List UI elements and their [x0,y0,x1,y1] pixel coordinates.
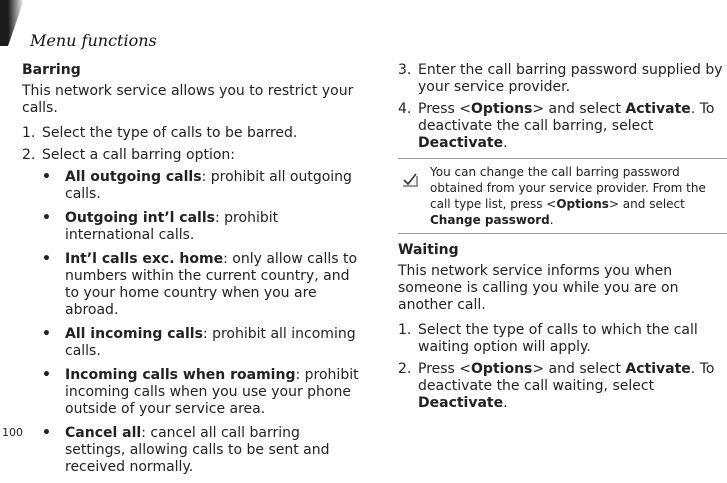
list-item [42,251,362,319]
step-text: Enter the call barring password supplied by your service provider. [418,62,723,95]
option-desc: : prohibit all incoming calls. [65,326,356,359]
barring-intro: This network service allows you to restrict your calls. [22,83,354,116]
option-desc: : only allow calls to numbers within the current country, and to your home country when you are abroad. [65,251,358,318]
step-text [418,101,727,152]
option-term: All incoming calls [65,326,203,342]
bullet-icon: • [42,425,51,441]
waiting-step-2 [398,361,727,412]
text-fragment: . [503,135,508,151]
text-fragment: Press < [418,101,472,117]
step-text [418,361,727,412]
text-fragment: Press < [418,361,472,377]
barring-step-2 [22,147,362,164]
bullet-icon: • [42,367,51,383]
option-term: All outgoing calls [65,169,202,185]
right-column [398,62,727,417]
text-fragment: . [503,395,508,411]
page-number: 100 [2,426,23,439]
list-item [42,169,362,203]
bullet-icon: • [42,210,51,226]
text-fragment: > and select [608,197,685,211]
note-box [398,158,727,234]
text-fragment: . To deactivate the call waiting, select [418,361,715,394]
text-fragment: > and select [532,361,626,377]
list-item [42,210,362,244]
options-key: Options [471,361,533,377]
option-term: Incoming calls when roaming [65,367,296,383]
option-desc: : prohibit international calls. [65,210,279,243]
activate-label: Activate [625,101,691,117]
bullet-icon: • [42,169,51,185]
list-item [42,326,362,360]
option-desc: : cancel all call barring settings, allowing calls to be sent and received normally. [65,425,330,475]
checkmark-note-icon [402,173,418,187]
bullet-icon: • [42,251,51,267]
left-column [22,62,362,483]
option-term: Outgoing int’l calls [65,210,215,226]
deactivate-label: Deactivate [418,135,504,151]
note-text [430,165,706,227]
step-number: 2. [398,361,412,377]
barring-options-list [42,169,362,476]
step-number: 2. [22,147,36,163]
option-term: Int’l calls exc. home [65,251,224,267]
barring-step-1 [22,125,362,142]
barring-step-3 [398,62,727,96]
header-bar [0,0,8,46]
list-item [42,367,362,418]
barring-heading: Barring [22,62,81,78]
text-fragment: . To deactivate the call barring, select [418,101,715,134]
text-fragment: . [549,213,554,227]
waiting-intro: This network service informs you when someone is calling you while you are on another call. [398,263,679,313]
options-key: Options [556,197,609,211]
deactivate-label: Deactivate [418,395,504,411]
list-item [42,425,362,476]
text-fragment: > and select [532,101,626,117]
bullet-icon: • [42,326,51,342]
step-number: 1. [22,125,36,141]
step-number: 3. [398,62,412,78]
option-desc: : prohibit all outgoing calls. [65,169,352,202]
change-password-label: Change password [430,213,550,227]
step-number: 1. [398,322,412,338]
waiting-heading: Waiting [398,242,459,258]
waiting-step-1 [398,322,727,356]
option-desc: : prohibit incoming calls when you use your phone outside of your service area. [65,367,359,417]
options-key: Options [471,101,533,117]
step-text: Select a call barring option: [42,147,235,163]
page-header-title: Menu functions [30,31,157,50]
activate-label: Activate [625,361,691,377]
step-text: Select the type of calls to which the call waiting option will apply. [418,322,698,355]
option-term: Cancel all [65,425,142,441]
step-number: 4. [398,101,412,117]
barring-step-4 [398,101,727,152]
step-text: Select the type of calls to be barred. [42,125,298,141]
text-fragment: You can change the call barring password obtained from your service provider. From the call type list, press < [430,165,706,211]
